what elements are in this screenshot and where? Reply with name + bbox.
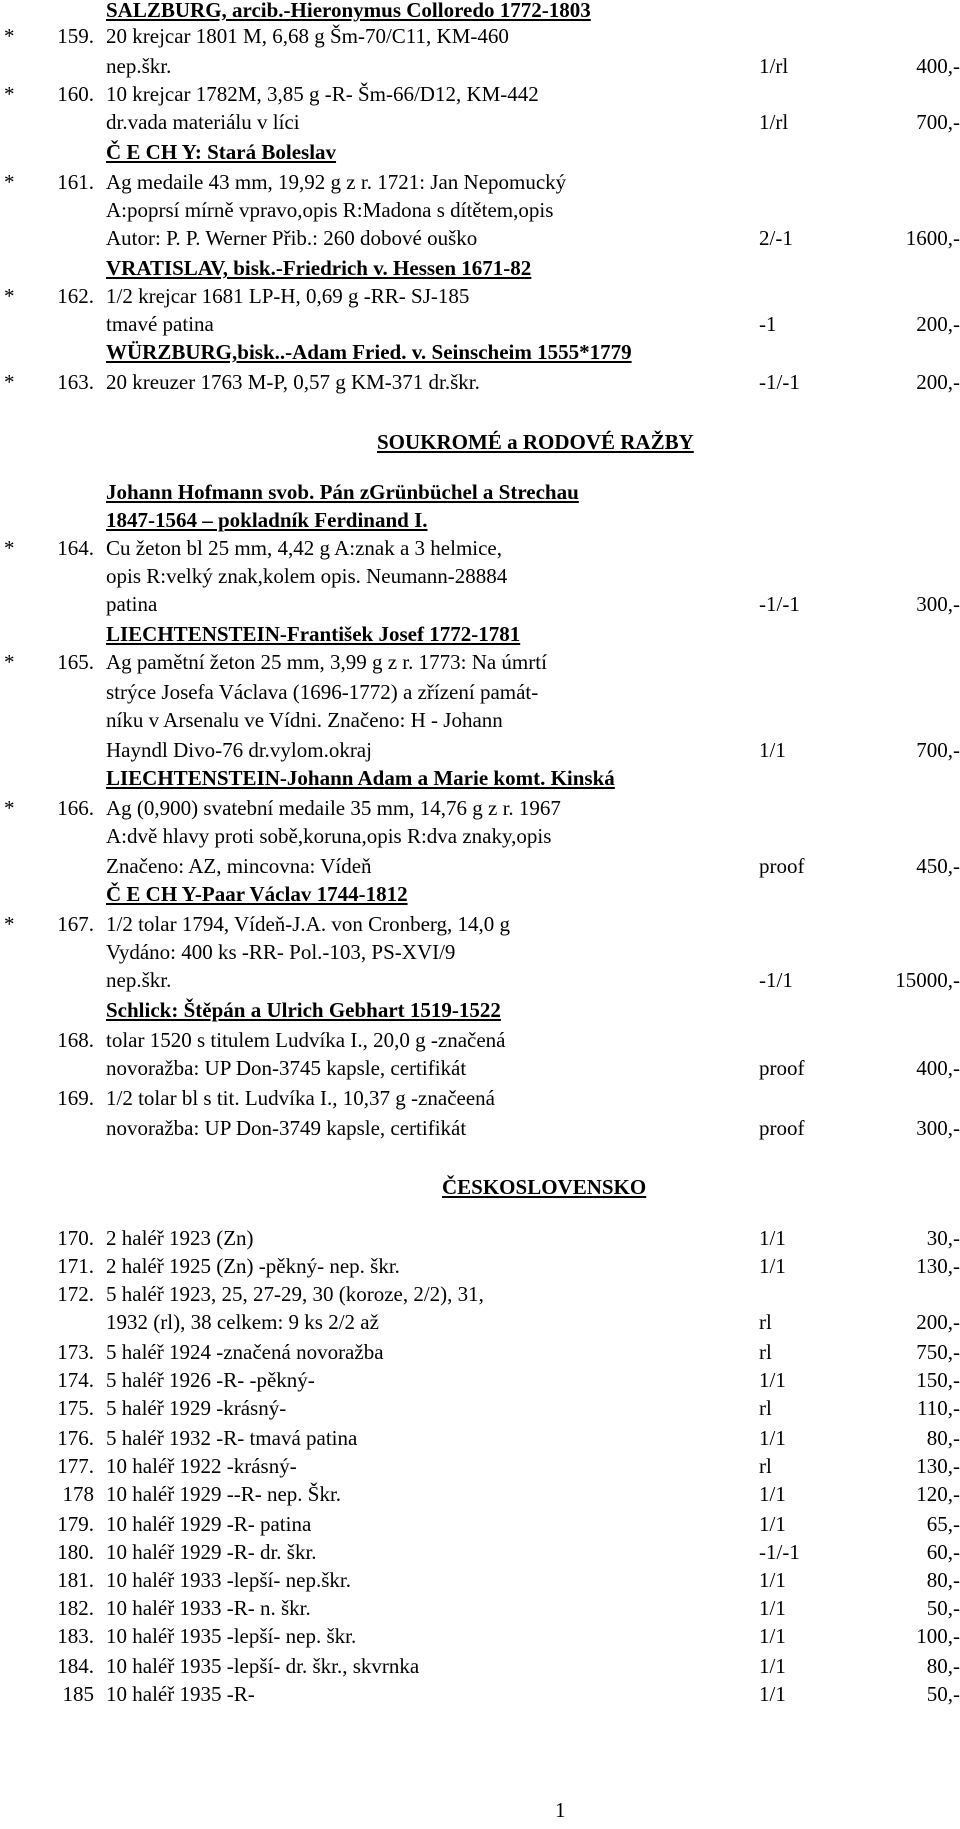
- price: 100,-: [916, 1624, 960, 1648]
- item-description: LIECHTENSTEIN-František Josef 1772-1781: [106, 622, 521, 646]
- catalog-line: [0, 590, 960, 618]
- lot-number: 167.: [57, 912, 94, 936]
- condition-grade: -1/-1: [759, 592, 800, 616]
- lot-number: 178: [62, 1482, 94, 1506]
- catalog-line: [0, 678, 960, 706]
- catalog-line: [0, 1366, 960, 1394]
- marker-asterisk: *: [4, 24, 15, 48]
- lot-number: 185: [62, 1682, 94, 1706]
- item-description: novoražba: UP Don-3749 kapsle, certifikát: [106, 1116, 467, 1140]
- item-description: 10 haléř 1935 -lepší- dr. škr., skvrnka: [106, 1654, 420, 1678]
- item-description: 1/2 tolar bl s tit. Ludvíka I., 10,37 g -značeená: [106, 1086, 495, 1110]
- section-heading-czechoslovakia: ČESKOSLOVENSKO: [442, 1175, 647, 1199]
- lot-number: 177.: [57, 1454, 94, 1478]
- price: 50,-: [926, 1682, 960, 1706]
- catalog-line: [0, 224, 960, 252]
- lot-number: 182.: [57, 1596, 94, 1620]
- marker-asterisk: *: [4, 536, 15, 560]
- lot-number: 184.: [57, 1654, 94, 1678]
- lot-number: 160.: [57, 82, 94, 106]
- page-number: 1: [555, 1798, 566, 1822]
- section-subheading: [0, 996, 960, 1024]
- item-description: Ag (0,900) svatební medaile 35 mm, 14,76 g z r. 1967: [106, 796, 561, 820]
- catalog-line: [0, 1452, 960, 1480]
- price: 120,-: [916, 1482, 960, 1506]
- condition-grade: 1/1: [759, 1624, 786, 1648]
- item-description: 10 haléř 1935 -R-: [106, 1682, 255, 1706]
- item-description: 10 haléř 1922 -krásný-: [106, 1454, 297, 1478]
- price: 80,-: [926, 1654, 960, 1678]
- catalog-line: [0, 368, 960, 396]
- catalog-line: [0, 1280, 960, 1308]
- item-description: Schlick: Štěpán a Ulrich Gebhart 1519-1522: [106, 998, 501, 1022]
- condition-grade: proof: [759, 854, 805, 878]
- marker-asterisk: *: [4, 370, 15, 394]
- item-description: 20 krejcar 1801 M, 6,68 g Šm-70/C11, KM-460: [106, 24, 509, 48]
- condition-grade: -1/-1: [759, 1540, 800, 1564]
- condition-grade: -1: [759, 312, 777, 336]
- price: 50,-: [926, 1596, 960, 1620]
- item-description: 1/2 krejcar 1681 LP-H, 0,69 g -RR- SJ-185: [106, 284, 470, 308]
- catalog-line: [0, 22, 960, 50]
- section-subheading: [0, 506, 960, 534]
- marker-asterisk: *: [4, 912, 15, 936]
- lot-number: 161.: [57, 170, 94, 194]
- catalog-line: [0, 910, 960, 938]
- condition-grade: 1/1: [759, 1512, 786, 1536]
- item-description: 10 haléř 1929 -R- dr. škr.: [106, 1540, 317, 1564]
- catalog-line: [0, 1652, 960, 1680]
- item-description: A:poprsí mírně vpravo,opis R:Madona s dítětem,opis: [106, 198, 554, 222]
- lot-number: 181.: [57, 1568, 94, 1592]
- section-heading-private-mintings: SOUKROMÉ a RODOVÉ RAŽBY: [377, 430, 694, 454]
- condition-grade: 1/1: [759, 1682, 786, 1706]
- catalog-line: [0, 282, 960, 310]
- catalog-line: [0, 1252, 960, 1280]
- catalog-line: [0, 706, 960, 734]
- catalog-line: [0, 52, 960, 80]
- price: 130,-: [916, 1454, 960, 1478]
- section-subheading: [0, 478, 960, 506]
- section-subheading: [0, 338, 960, 366]
- lot-number: 172.: [57, 1282, 94, 1306]
- price: 400,-: [916, 1056, 960, 1080]
- item-description: 1847-1564 – pokladník Ferdinand I.: [106, 508, 428, 532]
- section-subheading: [0, 620, 960, 648]
- item-description: nep.škr.: [106, 54, 172, 78]
- price: 1600,-: [905, 226, 960, 250]
- lot-number: 166.: [57, 796, 94, 820]
- catalog-line: [0, 1054, 960, 1082]
- item-description: 10 krejcar 1782M, 3,85 g -R- Šm-66/D12, KM-442: [106, 82, 539, 106]
- catalog-line: [0, 938, 960, 966]
- catalog-line: [0, 1394, 960, 1422]
- lot-number: 162.: [57, 284, 94, 308]
- condition-grade: rl: [759, 1310, 772, 1334]
- lot-number: 180.: [57, 1540, 94, 1564]
- condition-grade: 1/rl: [759, 54, 789, 78]
- condition-grade: 1/1: [759, 1596, 786, 1620]
- price: 60,-: [926, 1540, 960, 1564]
- condition-grade: 1/1: [759, 1254, 786, 1278]
- item-description: 10 haléř 1933 -R- n. škr.: [106, 1596, 311, 1620]
- item-description: Ag pamětní žeton 25 mm, 3,99 g z r. 1773: Na úmrtí: [106, 650, 547, 674]
- price: 30,-: [926, 1226, 960, 1250]
- lot-number: 163.: [57, 370, 94, 394]
- catalog-line: [0, 168, 960, 196]
- item-description: 20 kreuzer 1763 M-P, 0,57 g KM-371 dr.škr.: [106, 370, 480, 394]
- item-description: 5 haléř 1929 -krásný-: [106, 1396, 287, 1420]
- condition-grade: proof: [759, 1056, 805, 1080]
- price: 130,-: [916, 1254, 960, 1278]
- item-description: Johann Hofmann svob. Pán zGrünbüchel a Strechau: [106, 480, 579, 504]
- catalog-line: [0, 108, 960, 136]
- lot-number: 164.: [57, 536, 94, 560]
- price: 80,-: [926, 1568, 960, 1592]
- catalog-line: [0, 1084, 960, 1112]
- price: 200,-: [916, 1310, 960, 1334]
- catalog-line: [0, 852, 960, 880]
- condition-grade: -1/-1: [759, 370, 800, 394]
- marker-asterisk: *: [4, 796, 15, 820]
- lot-number: 183.: [57, 1624, 94, 1648]
- catalog-line: [0, 310, 960, 338]
- price: 150,-: [916, 1368, 960, 1392]
- price: 750,-: [916, 1340, 960, 1364]
- catalog-line: [0, 1338, 960, 1366]
- price: 80,-: [926, 1426, 960, 1450]
- catalog-line: [0, 1480, 960, 1508]
- condition-grade: 1/1: [759, 1482, 786, 1506]
- catalog-line: [0, 1680, 960, 1708]
- item-description: Vydáno: 400 ks -RR- Pol.-103, PS-XVI/9: [106, 940, 456, 964]
- lot-number: 168.: [57, 1028, 94, 1052]
- condition-grade: 1/1: [759, 1426, 786, 1450]
- catalog-line: [0, 736, 960, 764]
- item-description: Autor: P. P. Werner Přib.: 260 dobové ouško: [106, 226, 478, 250]
- price: 110,-: [917, 1396, 960, 1420]
- condition-grade: 1/1: [759, 1568, 786, 1592]
- item-description: 10 haléř 1935 -lepší- nep. škr.: [106, 1624, 357, 1648]
- catalog-line: [0, 196, 960, 224]
- item-description: 10 haléř 1929 -R- patina: [106, 1512, 312, 1536]
- condition-grade: 1/1: [759, 1368, 786, 1392]
- condition-grade: proof: [759, 1116, 805, 1140]
- lot-number: 179.: [57, 1512, 94, 1536]
- marker-asterisk: *: [4, 82, 15, 106]
- condition-grade: rl: [759, 1396, 772, 1420]
- item-description: 5 haléř 1923, 25, 27-29, 30 (koroze, 2/2), 31,: [106, 1282, 484, 1306]
- section-subheading: [0, 880, 960, 908]
- item-description: 5 haléř 1932 -R- tmavá patina: [106, 1426, 358, 1450]
- lot-number: 175.: [57, 1396, 94, 1420]
- catalog-line: [0, 1510, 960, 1538]
- catalog-line: [0, 562, 960, 590]
- marker-asterisk: *: [4, 650, 15, 674]
- condition-grade: rl: [759, 1454, 772, 1478]
- item-description: Hayndl Divo-76 dr.vylom.okraj: [106, 738, 372, 762]
- item-description: SALZBURG, arcib.-Hieronymus Colloredo 1772-1803: [106, 0, 591, 22]
- section-subheading: [0, 0, 960, 24]
- catalog-line: [0, 1114, 960, 1142]
- catalog-line: [0, 1308, 960, 1336]
- catalog-line: [0, 80, 960, 108]
- catalog-line: [0, 794, 960, 822]
- lot-number: 174.: [57, 1368, 94, 1392]
- item-description: opis R:velký znak,kolem opis. Neumann-28884: [106, 564, 508, 588]
- condition-grade: 1/1: [759, 1654, 786, 1678]
- catalog-line: [0, 966, 960, 994]
- item-description: dr.vada materiálu v líci: [106, 110, 300, 134]
- item-description: tmavé patina: [106, 312, 214, 336]
- condition-grade: 1/1: [759, 1226, 786, 1250]
- section-subheading: [0, 764, 960, 792]
- price: 200,-: [916, 370, 960, 394]
- item-description: 5 haléř 1926 -R- -pěkný-: [106, 1368, 315, 1392]
- item-description: 1/2 tolar 1794, Vídeň-J.A. von Cronberg, 14,0 g: [106, 912, 511, 936]
- price: 300,-: [916, 592, 960, 616]
- item-description: 2 haléř 1925 (Zn) -pěkný- nep. škr.: [106, 1254, 400, 1278]
- section-subheading: [0, 138, 960, 166]
- lot-number: 165.: [57, 650, 94, 674]
- item-description: Č E CH Y-Paar Václav 1744-1812: [106, 882, 408, 906]
- catalog-line: [0, 822, 960, 850]
- item-description: patina: [106, 592, 158, 616]
- item-description: 1932 (rl), 38 celkem: 9 ks 2/2 až: [106, 1310, 379, 1334]
- item-description: tolar 1520 s titulem Ludvíka I., 20,0 g -značená: [106, 1028, 506, 1052]
- condition-grade: 2/-1: [759, 226, 793, 250]
- catalog-line: [0, 1622, 960, 1650]
- item-description: nep.škr.: [106, 968, 172, 992]
- item-description: Značeno: AZ, mincovna: Vídeň: [106, 854, 372, 878]
- item-description: VRATISLAV, bisk.-Friedrich v. Hessen 1671-82: [106, 256, 532, 280]
- price: 700,-: [916, 110, 960, 134]
- item-description: A:dvě hlavy proti sobě,koruna,opis R:dva znaky,opis: [106, 824, 552, 848]
- condition-grade: 1/rl: [759, 110, 789, 134]
- lot-number: 173.: [57, 1340, 94, 1364]
- item-description: strýce Josefa Václava (1696-1772) a zřízení památ-: [106, 680, 539, 704]
- item-description: 5 haléř 1924 -značená novoražba: [106, 1340, 384, 1364]
- catalog-line: [0, 648, 960, 676]
- lot-number: 170.: [57, 1226, 94, 1250]
- catalog-line: [0, 1594, 960, 1622]
- item-description: 10 haléř 1933 -lepší- nep.škr.: [106, 1568, 351, 1592]
- price: 200,-: [916, 312, 960, 336]
- price: 15000,-: [895, 968, 960, 992]
- lot-number: 169.: [57, 1086, 94, 1110]
- price: 65,-: [926, 1512, 960, 1536]
- item-description: 10 haléř 1929 --R- nep. Škr.: [106, 1482, 342, 1506]
- catalog-line: [0, 1026, 960, 1054]
- item-description: Č E CH Y: Stará Boleslav: [106, 140, 337, 164]
- lot-number: 171.: [57, 1254, 94, 1278]
- item-description: LIECHTENSTEIN-Johann Adam a Marie komt. Kinská: [106, 766, 615, 790]
- item-description: Cu žeton bl 25 mm, 4,42 g A:znak a 3 helmice,: [106, 536, 503, 560]
- marker-asterisk: *: [4, 170, 15, 194]
- condition-grade: -1/1: [759, 968, 793, 992]
- catalog-line: [0, 1424, 960, 1452]
- price: 400,-: [916, 54, 960, 78]
- catalog-line: [0, 1538, 960, 1566]
- item-description: WÜRZBURG,bisk..-Adam Fried. v. Seinscheim 1555*1779: [106, 340, 632, 364]
- item-description: novoražba: UP Don-3745 kapsle, certifikát: [106, 1056, 467, 1080]
- price: 700,-: [916, 738, 960, 762]
- condition-grade: rl: [759, 1340, 772, 1364]
- price: 450,-: [916, 854, 960, 878]
- item-description: Ag medaile 43 mm, 19,92 g z r. 1721: Jan Nepomucký: [106, 170, 567, 194]
- item-description: 2 haléř 1923 (Zn): [106, 1226, 254, 1250]
- condition-grade: 1/1: [759, 738, 786, 762]
- catalog-line: [0, 1566, 960, 1594]
- marker-asterisk: *: [4, 284, 15, 308]
- catalog-line: [0, 534, 960, 562]
- lot-number: 176.: [57, 1426, 94, 1450]
- lot-number: 159.: [57, 24, 94, 48]
- section-subheading: [0, 254, 960, 282]
- price: 300,-: [916, 1116, 960, 1140]
- catalog-line: [0, 1224, 960, 1252]
- item-description: níku v Arsenalu ve Vídni. Značeno: H - Johann: [106, 708, 503, 732]
